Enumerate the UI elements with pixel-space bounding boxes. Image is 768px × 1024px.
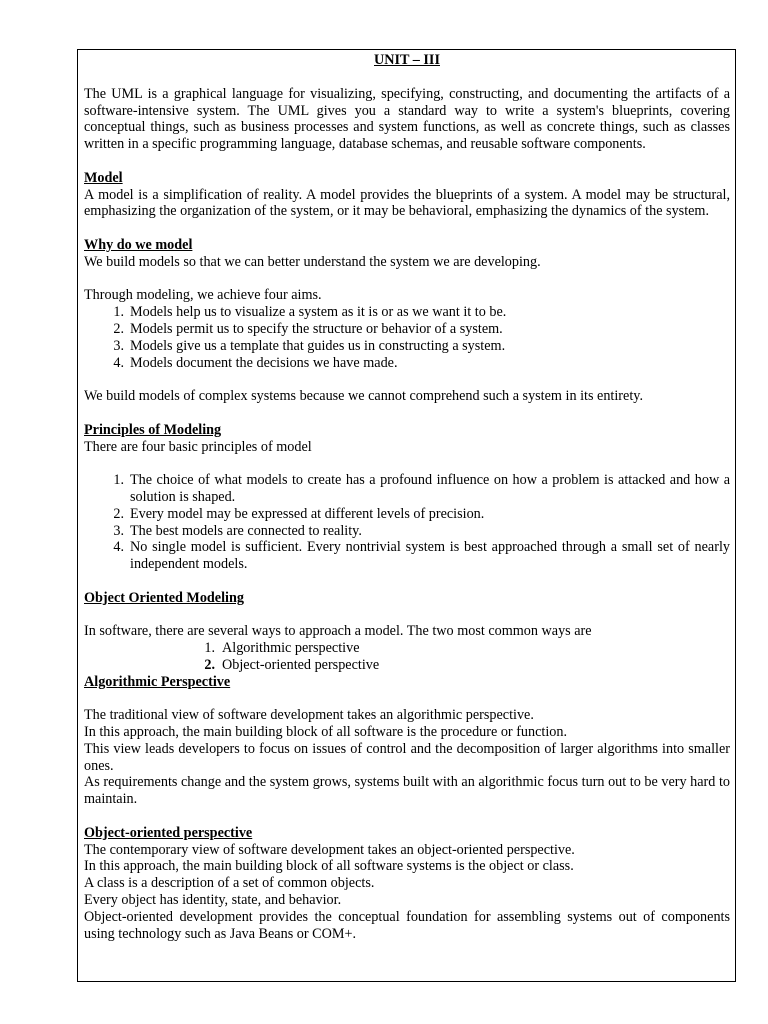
aims-intro: Through modeling, we achieve four aims. [84,287,322,304]
oop-line: In this approach, the main building block of all software systems is the object or class. [84,858,574,875]
list-item: 3. The best models are connected to reality. [113,522,362,539]
list-item: 2. Models permit us to specify the structure or behavior of a system. [113,320,503,337]
algorithmic-heading: Algorithmic Perspective [84,673,231,690]
algorithmic-line: This view leads developers to focus on issues of control and the decomposition of larger algorithms into smaller ones. [84,740,730,774]
intro-paragraph: The UML is a graphical language for visualizing, specifying, constructing, and documenting the artifacts of a software-intensive system. The UML gives you a standard way to write a system's blueprints, covering conceptual things, such as business processes and system functions, as well as concrete things, such as classes written in a specific programming language, database schemas, and reusable software components. [84,85,730,153]
algorithmic-line: In this approach, the main building block of all software is the procedure or function. [84,724,568,741]
oop-line: Every object has identity, state, and behavior. [84,892,342,909]
oop-heading: Object-oriented perspective [84,824,253,841]
aims-list [84,304,730,371]
why-model-paragraph: We build models so that we can better understand the system we are developing. [84,253,541,270]
list-item: 4. No single model is sufficient. Every nontrivial system is best approached through a small set of nearly independent models. [113,539,730,573]
algorithmic-line: As requirements change and the system grows, systems built with an algorithmic focus turn out to be very hard to maintain. [84,774,730,808]
list-item: 3. Models give us a template that guides us in constructing a system. [113,337,506,354]
principles-intro: There are four basic principles of model [84,438,312,455]
list-item: 4. Models document the decisions we have made. [113,354,398,371]
oop-line: Object-oriented development provides the conceptual foundation for assembling systems out of components using technology such as Java Beans or COM+. [84,908,730,942]
oop-line: A class is a description of a set of common objects. [84,875,375,892]
oop-line: The contemporary view of software development takes an object-oriented perspective. [84,841,575,858]
model-paragraph: A model is a simplification of reality. A model provides the blueprints of a system. A model may be structural, emphasizing the organization of the system, or it may be behavioral, emphasizing the dynamics of the system. [84,186,730,220]
algorithmic-line: The traditional view of software development takes an algorithmic perspective. [84,707,534,724]
principles-list [84,472,730,573]
list-item: 1. Models help us to visualize a system as it is or as we want it to be. [113,304,507,321]
model-heading: Model [84,169,123,186]
oom-paragraph: In software, there are several ways to approach a model. The two most common ways are [84,623,592,640]
ways-list [84,640,730,674]
list-item: 1. The choice of what models to create has a profound influence on how a problem is attacked and how a solution is shaped. [113,472,730,505]
list-item: 2. Every model may be expressed at different levels of precision. [113,505,485,522]
list-item: 2. Object-oriented perspective [204,656,380,673]
complex-systems-paragraph: We build models of complex systems because we cannot comprehend such a system in its entirety. [84,388,643,405]
oom-heading: Object Oriented Modeling [84,589,244,606]
list-item: 1. Algorithmic perspective [204,640,360,657]
page-title: UNIT – III [374,52,440,68]
why-model-heading: Why do we model [84,236,193,253]
document-body [84,52,730,942]
principles-heading: Principles of Modeling [84,421,222,438]
